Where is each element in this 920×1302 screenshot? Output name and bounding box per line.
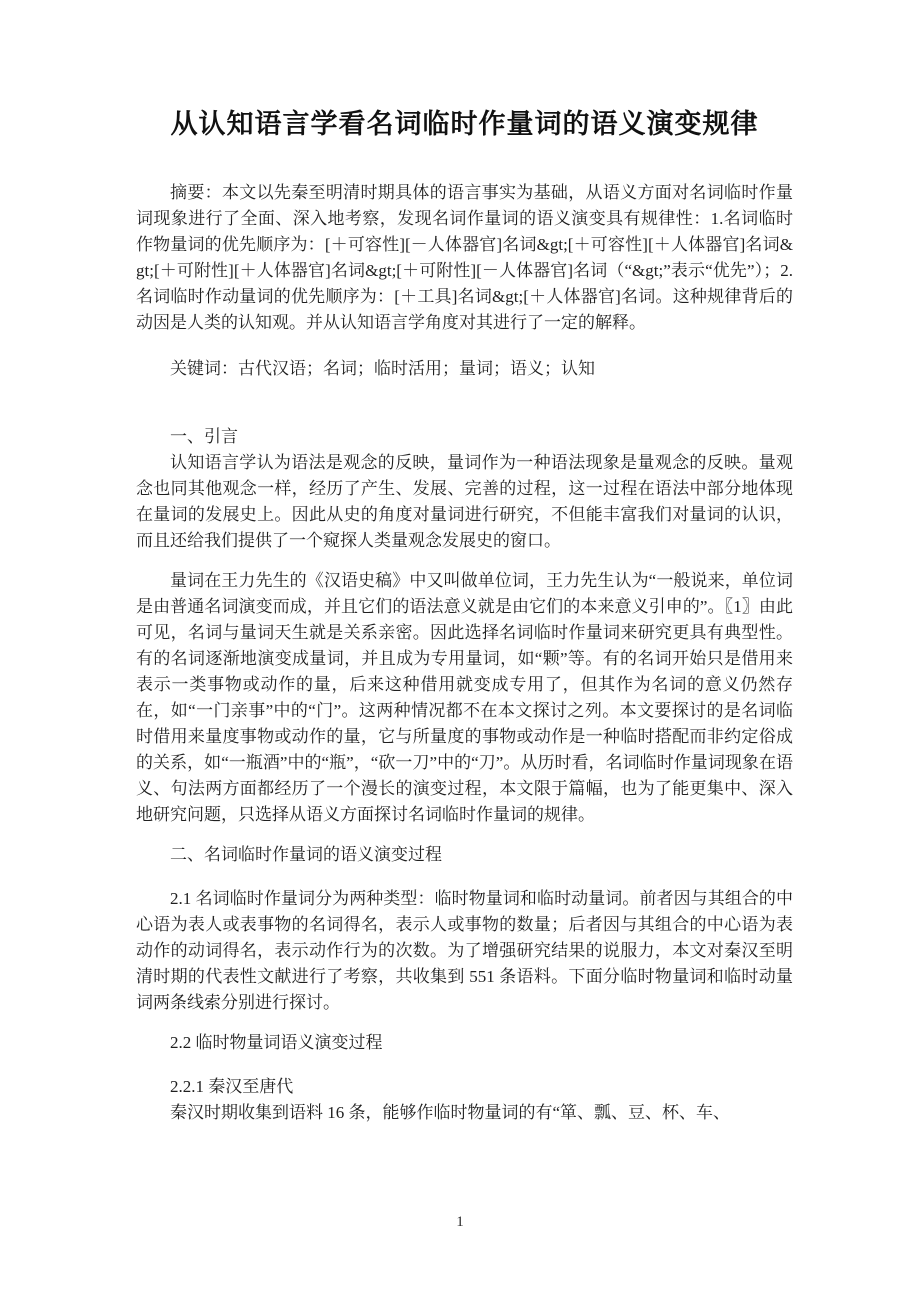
section-1-paragraph-1: 认知语言学认为语法是观念的反映，量词作为一种语法现象是量观念的反映。量观念也同其他观念一样，经历了产生、发展、完善的过程，这一过程在语法中部分地体现在量词的发展史上。因此从史的角度对量词进行研究，不但能丰富我们对量词的认识，而且还给我们提供了一个窥探人类量观念发展史的窗口。 xyxy=(136,453,793,550)
abstract-paragraph: 摘要：本文以先秦至明清时期具体的语言事实为基础，从语义方面对名词临时作量词现象进行了全面、深入地考察，发现名词作量词的语义演变具有规律性：1.名词临时作物量词的优先顺序为：[＋可容性][－人体器官]名词&gt;[＋可容性][＋人体器官]名词&gt;[＋可附性][＋人体器官]名词&gt;[＋可附性][－人体器官]名词（“&gt;”表示“优先”）；2.名词临时作动量词的优先顺序为：[＋工具]名词&gt;[＋人体器官]名词。这种规律背后的动因是人类的认知观。并从认知语言学角度对其进行了一定的解释。 xyxy=(136,183,793,332)
paper-title: 从认知语言学看名词临时作量词的语义演变规律 xyxy=(170,109,759,139)
keywords-line: 关键词：古代汉语；名词；临时活用；量词；语义；认知 xyxy=(170,359,595,378)
section-2-2-heading: 2.2 临时物量词语义演变过程 xyxy=(170,1033,383,1052)
section-2-1-paragraph: 2.1 名词临时作量词分为两种类型：临时物量词和临时动量词。前者因与其组合的中心语为表人或表事物的名词得名，表示人或事物的数量；后者因与其组合的中心语为表动作的动词得名，表示动作行为的次数。为了增强研究结果的说服力，本文对秦汉至明清时期的代表性文献进行了考察，共收集到 551 条语料。下面分临时物量词和临时动量词两条线索分别进行探讨。 xyxy=(136,889,793,1012)
section-2-2-1-paragraph: 秦汉时期收集到语料 16 条，能够作临时物量词的有“箪、瓢、豆、杯、车、 xyxy=(170,1103,731,1122)
section-2-2-1-heading: 2.2.1 秦汉至唐代 xyxy=(170,1077,294,1096)
page-number: 1 xyxy=(456,1214,464,1230)
section-2-heading: 二、名词临时作量词的语义演变过程 xyxy=(170,845,442,864)
section-1-heading: 一、引言 xyxy=(170,427,238,446)
section-1-paragraph-2: 量词在王力先生的《汉语史稿》中又叫做单位词，王力先生认为“一般说来，单位词是由普通名词演变而成，并且它们的语法意义就是由它们的本来意义引申的”。〖1〗由此可见，名词与量词天生就是关系亲密。因此选择名词临时作量词来研究更具有典型性。有的名词逐渐地演变成量词，并且成为专用量词，如“颗”等。有的名词开始只是借用来表示一类事物或动作的量，后来这种借用就变成专用了，但其作为名词的意义仍然存在，如“一门亲事”中的“门”。这两种情况都不在本文探讨之列。本文要探讨的是名词临时借用来量度事物或动作的量，它与所量度的事物或动作是一种临时搭配而非约定俗成的关系，如“一瓶酒”中的“瓶”，“砍一刀”中的“刀”。从历时看，名词临时作量词现象在语义、句法两方面都经历了一个漫长的演变过程，本文限于篇幅，也为了能更集中、深入地研究问题，只选择从语义方面探讨名词临时作量词的规律。 xyxy=(136,571,793,824)
